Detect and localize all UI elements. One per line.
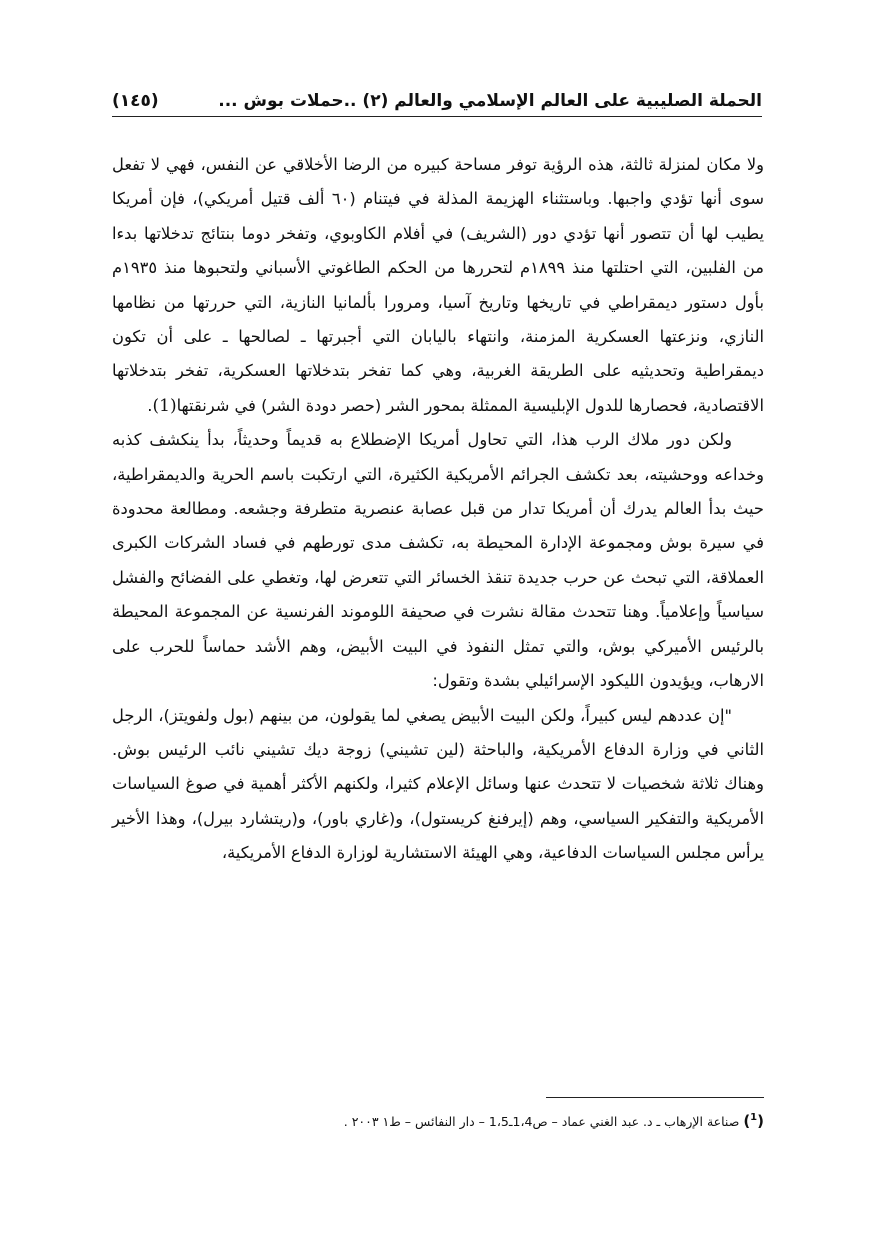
paragraph-1-text: ولا مكان لمنزلة ثالثة، هذه الرؤية توفر مساحة كبيره من الرضا الأخلاقي عن النفس، فهي لا تفعل سوى أنها تؤدي واجبها. وباستثناء الهزيمة المذلة في فيتنام (٦٠ ألف قتيل أمريكي)، فإن أمريكا يطيب لها أن تتصور أنها تؤدي دور (الشريف) في أفلام الكاوبوي، وتفخر دوما بنتائج تدخلاتها بدءا من الفلبين، التي احتلتها منذ ١٨٩٩م لتحررها من الحكم الطاغوتي الأسباني ولتحبوها منذ ١٩٣٥م بأول دستور ديمقراطي في تاريخها وتاريخ آسيا، ومرورا بألمانيا النازية، التي حررتها من نظامها النازي، ونزعتها العسكرية المزمنة، وانتهاء باليابان التي أجبرتها ـ لصالحها ـ على أن تكون ديمقراطية وتحديثيه على الطريقة الغربية، وهي كما تفخر بتدخلاتها العسكرية، تفخر بتدخلاتها الاقتصادية، فحصارها للدول الإبليسية الممثلة بمحور الشر (حصر دودة الشر) في شرنقتها bbox=[112, 155, 764, 415]
footnote-reference[interactable]: (1) bbox=[152, 395, 177, 416]
footnote-divider bbox=[546, 1097, 764, 1098]
paragraph-1 bbox=[112, 148, 764, 423]
paragraph-3: "إن عددهم ليس كبيراً، ولكن البيت الأبيض يصغي لما يقولون، من بينهم (بول ولفويتز)، الرجل الثاني في وزارة الدفاع الأمريكية، والباحثة (لين تشيني) زوجة ديك تشيني نائب الرئيس بوش. وهناك ثلاثة شخصيات لا تتحدث عنها وسائل الإعلام كثيرا، ولكنهم الأكثر أهمية في صوغ السياسات الأمريكية والتفكير السياسي، وهم (إيرفنغ كريستول)، و(غاري باور)، و(ريتشارد بيرل)، وهذا الأخير يرأس مجلس السياسات الدفاعية، وهي الهيئة الاستشارية لوزارة الدفاع الأمريكية، bbox=[112, 705, 764, 863]
footnote-text: صناعة الإرهاب ـ د. عبد الغني عماد – ص1،4ـ1،5 – دار النفائس – ط١ ٢٠٠٣ . bbox=[343, 1114, 740, 1129]
paragraph-2: ولكن دور ملاك الرب هذا، التي تحاول أمريكا الإضطلاع به قديماً وحديثاً، بدأ ينكشف كذبه وخداعه ووحشيته، بعد تكشف الجرائم الأمريكية الكثيرة، التي ارتكبت باسم الحرية والديمقراطية، حيث بدأ العالم يدرك أن أمريكا تدار من قبل عصابة عنصرية متطرفة وجشعه. ومطالعة محدودة في سيرة بوش ومجموعة الإدارة المحيطة به، تكشف مدى تورطهم في فساد الشركات الكبرى العملاقة، التي تبحث عن حرب جديدة تنقذ الخسائر التي تتعرض لها، وتغطي على الفضائح والفشل سياسياً وإعلامياً. وهنا تتحدث مقالة نشرت في صحيفة اللوموند الفرنسية عن المجموعة المحيطة بالرئيس الأميركي بوش، والتي تمثل النفوذ في البيت الأبيض، وهم الأشد حماساً للحرب على الارهاب، ويؤيدون الليكود الإسرائيلي بشدة وتقول: bbox=[112, 430, 764, 691]
page-header bbox=[112, 86, 762, 117]
footnote bbox=[112, 1108, 764, 1132]
footnote-mark-close: ) bbox=[743, 1112, 751, 1130]
footnote-mark-number: 1 bbox=[750, 1112, 758, 1123]
footnote-mark bbox=[743, 1112, 764, 1130]
page-number: (١٤٥) bbox=[112, 91, 159, 111]
paragraph-1-end: . bbox=[147, 395, 153, 415]
body-text bbox=[112, 148, 764, 871]
running-title: الحملة الصليبية على العالم الإسلامي والعالم (٢) ..حملات بوش ... bbox=[218, 91, 762, 111]
footnote-mark-open: ( bbox=[757, 1112, 764, 1130]
